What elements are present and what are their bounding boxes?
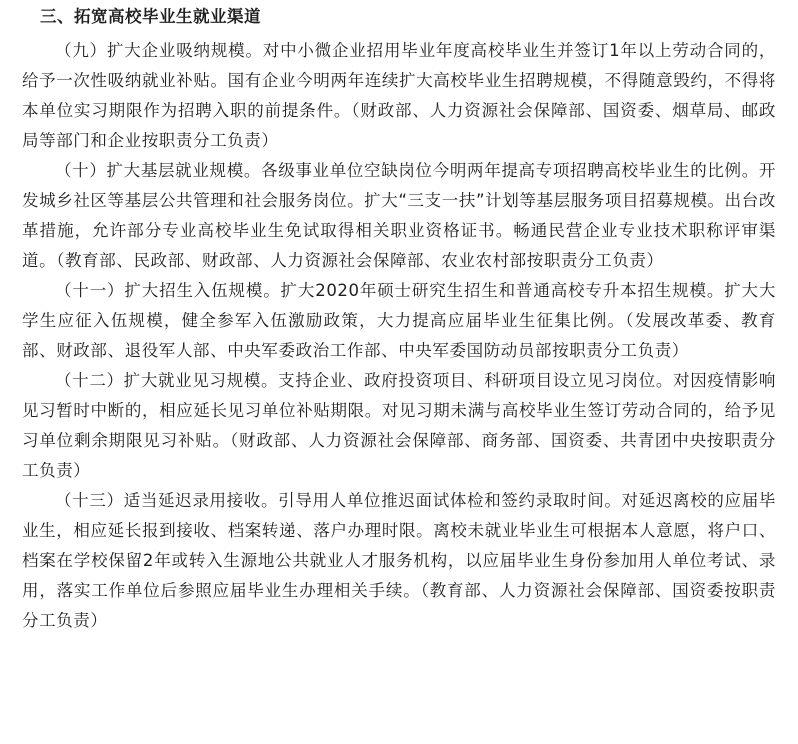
paragraph-text: 适当延迟录用接收。引导用人单位推迟面试体检和签约录取时间。对延迟离校的应届毕业生，相应延长报到接收、档案转递、落户办理时限。离校未就业毕业生可根据本人意愿，将户口、档案在学校保留2年或转入生源地公共就业人才服务机构，以应届毕业生身份参加用人单位考试、录用，落实工作单位后参照应届毕业生办理相关手续。（教育部、人力资源社会保障部、国资委按职责分工负责） xyxy=(22,491,776,630)
paragraph-text: 扩大招生入伍规模。扩大2020年硕士研究生招生和普通高校专升本招生规模。扩大大学生应征入伍规模，健全参军入伍激励政策，大力提高应届毕业生征集比例。（发展改革委、教育部、财政部、退役军人部、中央军委政治工作部、中央军委国防动员部按职责分工负责） xyxy=(22,281,776,360)
paragraph-label: （十） xyxy=(55,161,107,180)
paragraph-text: 扩大就业见习规模。支持企业、政府投资项目、科研项目设立见习岗位。对因疫情影响见习暂时中断的，相应延长见习单位补贴期限。对见习期未满与高校毕业生签订劳动合同的，给予见习单位剩余期限见习补贴。（财政部、人力资源社会保障部、商务部、国资委、共青团中央按职责分工负责） xyxy=(22,371,776,480)
paragraph-13 xyxy=(22,486,776,636)
paragraph-12 xyxy=(22,366,776,486)
paragraph-label: （十三） xyxy=(55,491,124,510)
paragraph-11 xyxy=(22,276,776,366)
section-heading: 三、拓宽高校毕业生就业渠道 xyxy=(40,7,261,26)
paragraph-text: 扩大基层就业规模。各级事业单位空缺岗位今明两年提高专项招聘高校毕业生的比例。开发城乡社区等基层公共管理和社会服务岗位。扩大“三支一扶”计划等基层服务项目招募规模。出台改革措施，允许部分专业高校毕业生免试取得相关职业资格证书。畅通民营企业专业技术职称评审渠道。（教育部、民政部、财政部、人力资源社会保障部、农业农村部按职责分工负责） xyxy=(22,161,776,270)
paragraph-label: （十二） xyxy=(55,371,124,390)
paragraph-label: （九） xyxy=(55,41,107,60)
paragraph-text: 扩大企业吸纳规模。对中小微企业招用毕业年度高校毕业生并签订1年以上劳动合同的，给予一次性吸纳就业补贴。国有企业今明两年连续扩大高校毕业生招聘规模，不得随意毁约，不得将本单位实习期限作为招聘入职的前提条件。（财政部、人力资源社会保障部、国资委、烟草局、邮政局等部门和企业按职责分工负责） xyxy=(22,41,776,150)
paragraph-10 xyxy=(22,156,776,276)
paragraph-label: （十一） xyxy=(55,281,125,300)
paragraph-9 xyxy=(22,36,776,156)
